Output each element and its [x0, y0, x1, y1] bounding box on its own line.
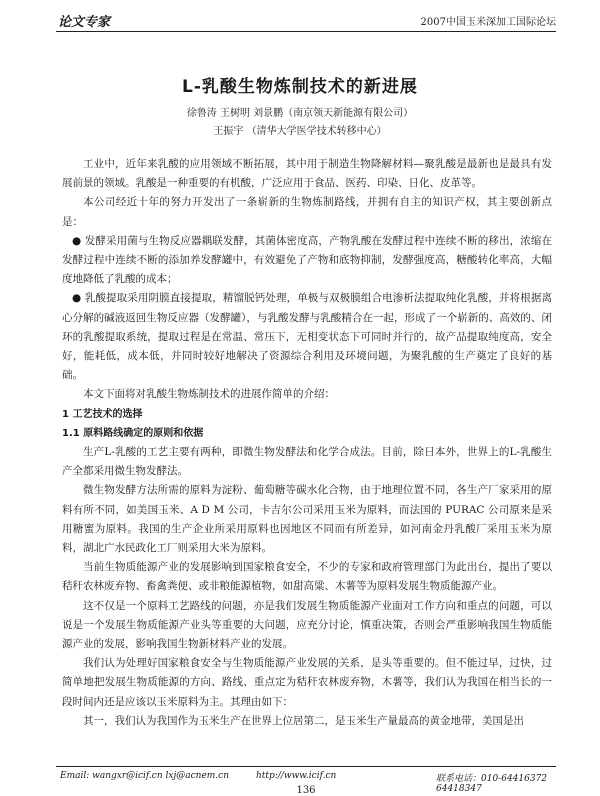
bullet-paragraph: ● 乳酸提取采用阴膜直接提取，精馏脱钙处理，单极与双极膜组合电渗析法提取纯化乳酸，并将根据离心分解的碱液返回生物反应器（发酵罐），与乳酸发酵与乳酸精合在一起，形成了一个崭新的、高效的、闭环的乳酸提取系统，提取过程是在常温、常压下，无相变状态下可同时并行的，故产品提取纯度高，安全好，能耗低，成本低，并同时较好地解决了资源综合利用及环境问题，为聚乳酸的生产奠定了良好的基础。 — [62, 292, 552, 382]
page-footer — [56, 766, 556, 796]
header-conference-name: 2007中国玉米深加工国际论坛 — [420, 17, 556, 28]
footer-phone: 联系电话：010-64416372 64418347 — [436, 774, 548, 794]
footer-email: Email: wangxr@icif.cn lxj@acnem.cn — [60, 771, 229, 781]
bullet-paragraph: ● 发酵采用菌与生物反应器耦联发酵，其菌体密度高，产物乳酸在发酵过程中连续不断的移出，浓缩在发酵过程中连续不断的添加养发酵罐中，有效避免了产物和底物抑制，发酵强度高，糖酸转化率高，大幅度地降低了乳酸的成本； — [62, 234, 552, 286]
section-heading: 1 工艺技术的选择 — [62, 408, 143, 420]
paragraph: 我们认为处理好国家粮食安全与生物质能源产业发展的关系，是头等重要的。但不能过早，过快，过简单地把发展生物质能源的方向、路线、重点定为秸秆农林废弃物，木薯等，我们认为我国在相当长的一段时间内还是应该以玉米原料为主。其理由如下： — [62, 657, 552, 708]
authors-line-1: 徐鲁涛 王树明 刘景鹏（南京领天新能源有限公司） — [186, 108, 414, 119]
paragraph: 本文下面将对乳酸生物炼制技术的进展作简单的介绍： — [83, 388, 335, 401]
paragraph: 本公司经近十年的努力开发出了一条崭新的生物炼制路线，并拥有自主的知识产权，其主要创新点是： — [62, 196, 552, 228]
running-header — [56, 8, 556, 32]
paragraph: 当前生物质能源产业的发展影响到国家粮食安全，不少的专家和政府管理部门为此出台，提出了要以秸秆农林废弃物、畜禽粪便、或非粮能源植物，如甜高粱、木薯等为原料发展生物质能源产业。 — [62, 561, 552, 593]
header-section-label: 论文专家 — [58, 15, 111, 30]
footer-website: http://www.icif.cn — [256, 771, 337, 781]
authors-line-2: 王振宇 （清华大学医学技术转移中心） — [213, 126, 387, 137]
subsection-heading: 1.1 原料路线确定的原则和依据 — [62, 427, 204, 439]
paragraph: 生产L-乳酸的工艺主要有两种，即微生物发酵法和化学合成法。目前，除日本外，世界上的L-乳酸生产全都采用微生物发酵法。 — [62, 446, 552, 478]
page-number: 136 — [296, 785, 316, 796]
paragraph: 微生物发酵方法所需的原料为淀粉、葡萄糖等碳水化合物，由于地理位置不同，各生产厂家采用的原料有所不同，如美国玉米、A D M 公司，卡吉尔公司采用玉米为原料，而法国的 PURAC 公司原来是采用糖蜜为原料。我国的生产企业所采用原料也因地区不同而有所差异，如河南金丹乳酸厂采用玉米为原料，湖北广水民政化工厂则采用大米为原料。 — [62, 484, 552, 555]
paper-title: L-乳酸生物炼制技术的新进展 — [182, 77, 418, 97]
paragraph: 其一，我们认为我国作为玉米生产在世界上位居第二，是玉米生产量最高的黄金地带，美国是出 — [83, 714, 524, 727]
paragraph: 这不仅是一个原料工艺路线的问题，亦是我们发展生物质能源产业面对工作方向和重点的问题，可以说是一个发展生物质能源产业头等重要的大问题，应充分讨论，慎重决策，否则会严重影响我国生物质能源产业的发展，影响我国生物新材料产业的发展。 — [62, 599, 552, 651]
paragraph: 工业中，近年来乳酸的应用领域不断拓展，其中用于制造生物降解材料—聚乳酸是最新也是最具有发展前景的领域。乳酸是一种重要的有机酸，广泛应用于食品、医药、印染、日化、皮革等。 — [62, 158, 552, 190]
article-body — [62, 155, 552, 731]
